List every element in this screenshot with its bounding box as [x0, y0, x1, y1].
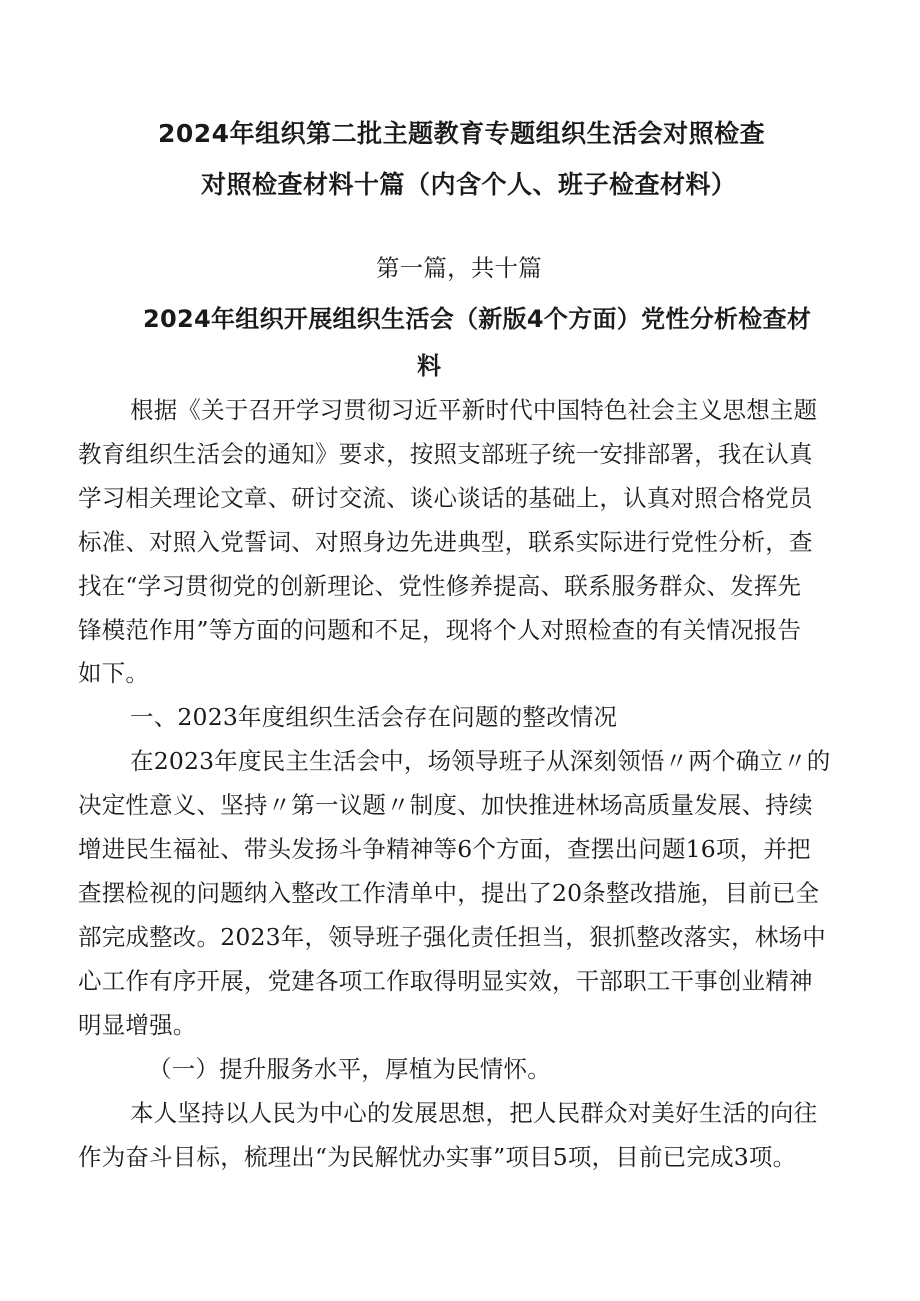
- paragraph-line: 根据《关于召开学习贯彻习近平新时代中国特色社会主义思想主题: [130, 396, 818, 424]
- paragraph-line: 标准、对照入党誓词、对照身边先进典型，联系实际进行党性分析，查: [78, 528, 813, 556]
- paragraph-line: 本人坚持以人民为中心的发展思想，把人民群众对美好生活的向往: [130, 1099, 818, 1127]
- paragraph-line: 心工作有序开展，党建各项工作取得明显实效，干部职工干事创业精神: [78, 967, 813, 995]
- subsection-heading: （一）提升服务水平，厚植为民情怀。: [148, 1055, 551, 1083]
- section-title-line-1: 2024年组织开展组织生活会（新版4个方面）党性分析检查材: [143, 305, 812, 333]
- document-title-line-2: 对照检查材料十篇（内含个人、班子检查材料）: [201, 170, 737, 199]
- paragraph-line: 部完成整改。2023年，领导班子强化责任担当，狠抓整改落实，林场中: [78, 923, 826, 951]
- section-heading: 一、2023年度组织生活会存在问题的整改情况: [130, 703, 618, 731]
- paragraph-line: 决定性意义、坚持〃第一议题〃制度、加快推进林场高质量发展、持续: [78, 791, 813, 819]
- paragraph-line: 锋模范作用”等方面的问题和不足，现将个人对照检查的有关情况报告: [78, 616, 802, 644]
- paragraph-line: 找在“学习贯彻党的创新理论、党性修养提高、联系服务群众、发挥先: [78, 572, 802, 600]
- paragraph-line: 增进民生福祉、带头发扬斗争精神等6个方面，查摆出问题16项，并把: [78, 835, 811, 863]
- paragraph-line: 明显增强。: [78, 1011, 197, 1039]
- paragraph-line: 作为奋斗目标，梳理出“为民解忧办实事”项目5项，目前已完成3项。: [78, 1143, 797, 1171]
- document-title-line-1: 2024年组织第二批主题教育专题组织生活会对照检查: [158, 119, 766, 148]
- paragraph-line: 学习相关理论文章、研讨交流、谈心谈话的基础上，认真对照合格党员: [78, 484, 813, 512]
- section-title-line-2: 料: [417, 352, 442, 380]
- paragraph-line: 查摆检视的问题纳入整改工作清单中，提出了20条整改措施，目前已全: [78, 879, 820, 907]
- paragraph-line: 如下。: [78, 659, 150, 687]
- paragraph-line: 在2023年度民主生活会中，场领导班子从深刻领悟〃两个确立〃的: [130, 747, 831, 775]
- part-label: 第一篇，共十篇: [376, 254, 542, 282]
- paragraph-line: 教育组织生活会的通知》要求，按照支部班子统一安排部署，我在认真: [78, 440, 813, 468]
